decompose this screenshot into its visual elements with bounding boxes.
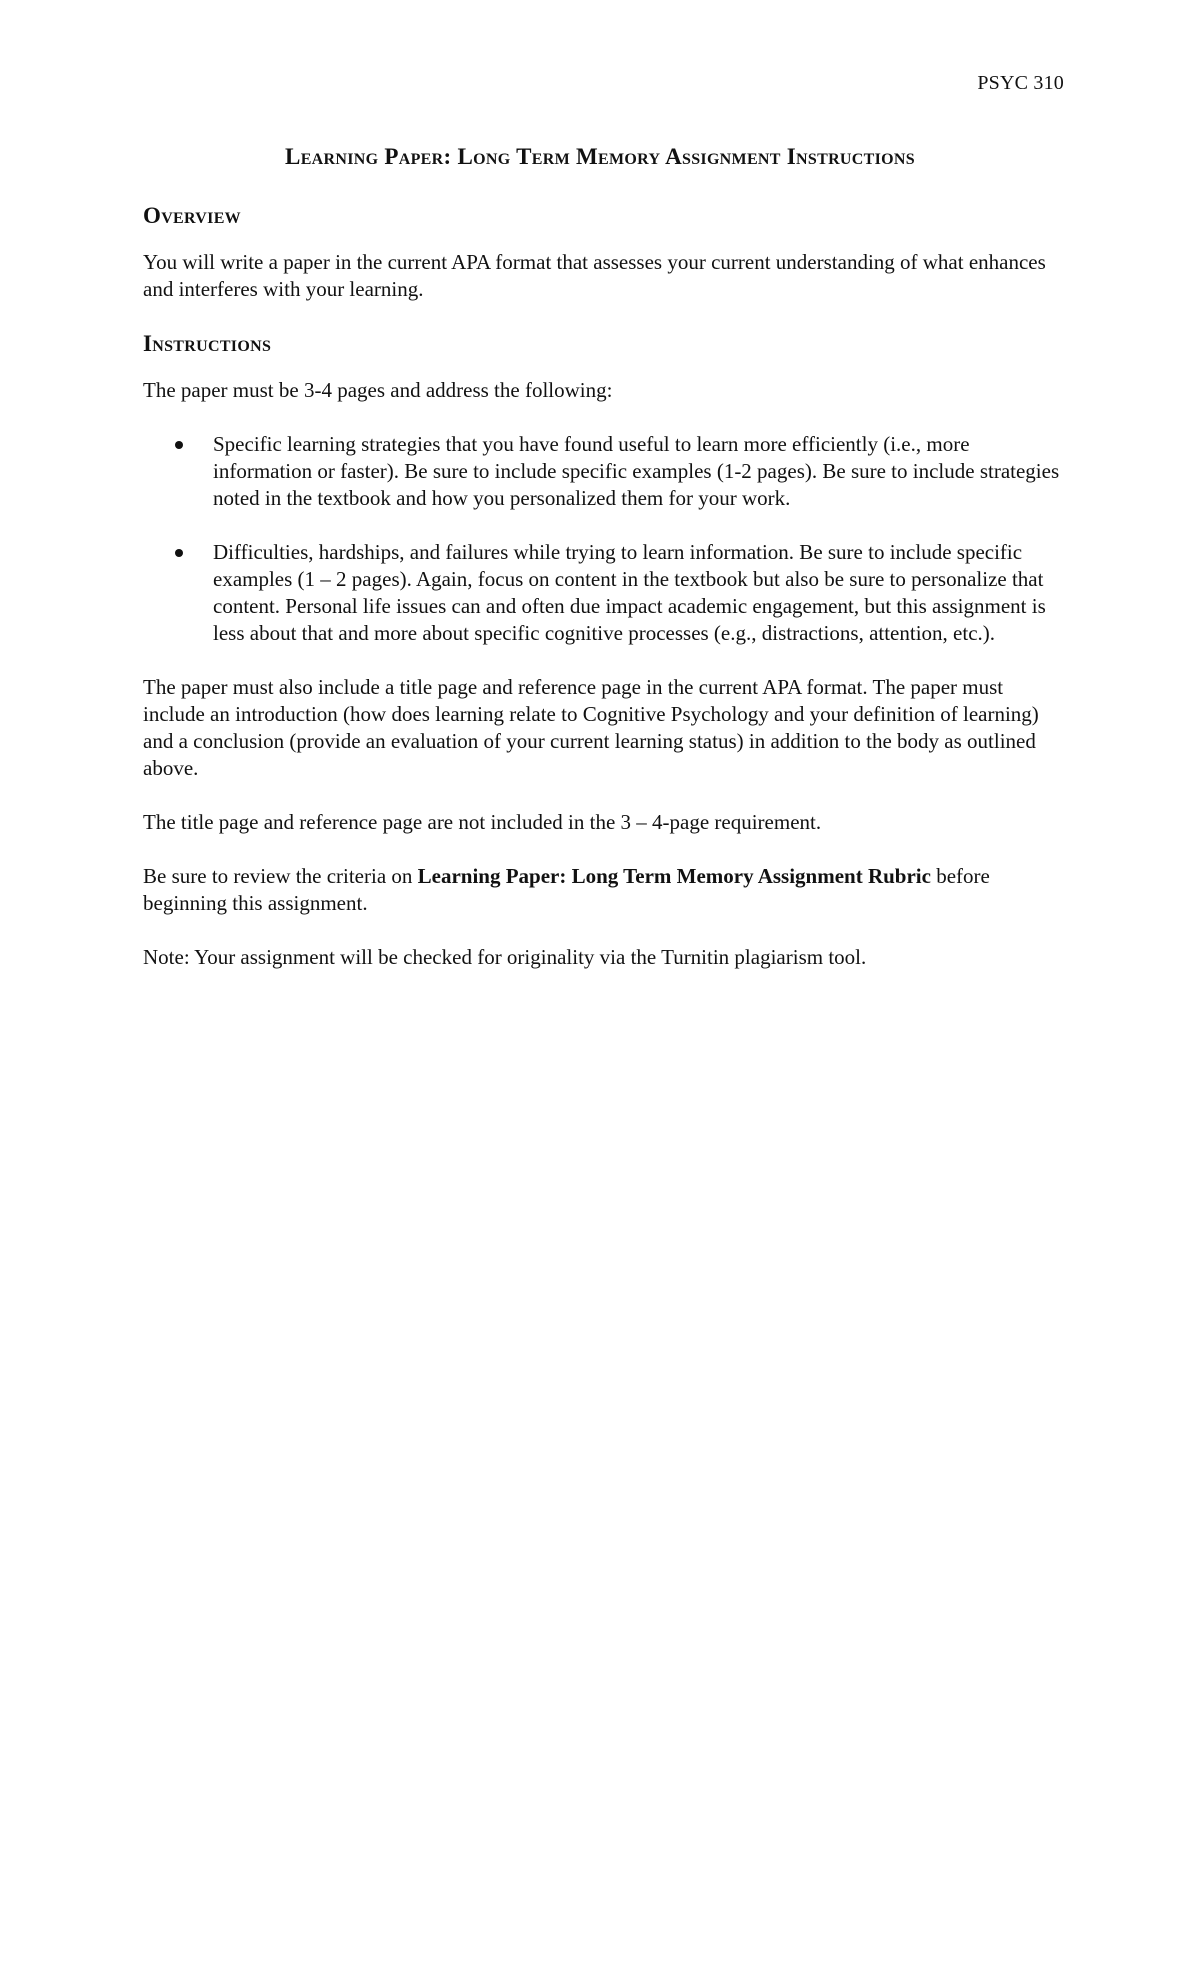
page-requirement-paragraph: The title page and reference page are not included in the 3 – 4-page requirement. — [143, 810, 822, 834]
course-code: PSYC 310 — [977, 72, 1064, 94]
format-paragraph: The paper must also include a title page and reference page in the current APA format. The paper must include an introduction (how does learning relate to Cognitive Psychology and your definition of learning) and a conclusion (provide an evaluation of your current learning status) in addition to the body as outlined above. — [143, 675, 1039, 780]
overview-heading: Overview — [143, 203, 241, 228]
originality-note: Note: Your assignment will be checked for originality via the Turnitin plagiarism tool. — [143, 945, 867, 969]
requirements-list — [143, 431, 1063, 647]
overview-paragraph: You will write a paper in the current APA format that assesses your current understanding of what enhances and interferes with your learning. — [143, 250, 1046, 301]
rubric-review-paragraph — [143, 863, 1063, 917]
rubric-review-prefix: Be sure to review the criteria on — [143, 864, 418, 888]
document-title: Learning Paper: Long Term Memory Assignment Instructions — [285, 144, 915, 169]
rubric-review-suffix: before beginning this assignment. — [143, 864, 990, 915]
rubric-name: Learning Paper: Long Term Memory Assignment Rubric — [417, 864, 931, 888]
document-body — [143, 202, 1063, 998]
bullet-icon — [175, 441, 183, 449]
list-item — [143, 539, 1063, 647]
list-item-text: Difficulties, hardships, and failures while trying to learn information. Be sure to include specific examples (1 – 2 pages). Again, focus on content in the textbook but also be sure to personalize that content. Personal life issues can and often due impact academic engagement, but this assignment is less about that and more about specific cognitive processes (e.g., distractions, attention, etc.). — [213, 540, 1046, 645]
instructions-intro: The paper must be 3-4 pages and address the following: — [143, 378, 613, 402]
list-item-text: Specific learning strategies that you have found useful to learn more efficiently (i.e., more information or faster). Be sure to include specific examples (1-2 pages). Be sure to include strategies noted in the textbook and how you personalized them for your work. — [213, 432, 1060, 510]
bullet-icon — [175, 549, 183, 557]
instructions-heading: Instructions — [143, 331, 272, 356]
list-item — [143, 431, 1063, 512]
